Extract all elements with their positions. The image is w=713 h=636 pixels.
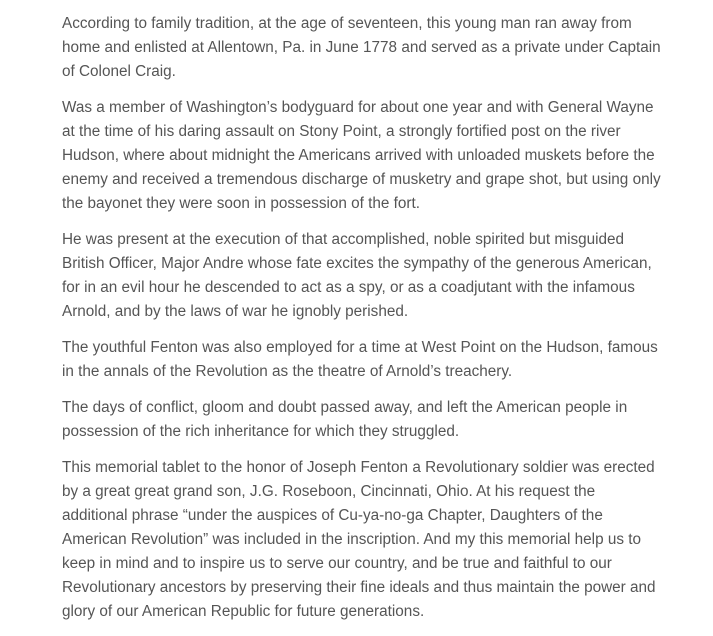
paragraph-stony-point: Was a member of Washington’s bodyguard for about one year and with General Wayne at the time of his daring assault on Stony Point, a strongly fortified post on the river Hudson, where about midnight the Americans arrived with unloaded muskets before the enemy and received a tremendous discharge of musketry and grape shot, but using only the bayonet they were soon in possession of the fort. bbox=[62, 99, 661, 212]
paragraph-days-of-conflict: The days of conflict, gloom and doubt passed away, and left the American people in possession of the rich inheritance for which they struggled. bbox=[62, 399, 628, 440]
paragraph-major-andre: He was present at the execution of that accomplished, noble spirited but misguided British Officer, Major Andre whose fate excites the sympathy of the generous American, for in an evil hour he descended to act as a spy, or as a coadjutant with the infamous Arnold, and by the laws of war he ignobly perished. bbox=[62, 231, 652, 320]
paragraph-memorial-tablet: This memorial tablet to the honor of Joseph Fenton a Revolutionary soldier was erected by a great great grand son, J.G. Roseboon, Cincinnati, Ohio. At his request the additional phrase “under the auspices of Cu-ya-no-ga Chapter, Daughters of the American Revolution” was included in the inscription. And my this memorial help us to keep in mind and to inspire us to serve our country, and be true and faithful to our Revolutionary ancestors by preserving their fine ideals and thus maintain the power and glory of our American Republic for future generations. bbox=[62, 459, 656, 620]
article-body bbox=[62, 12, 662, 636]
paragraph-enlistment: According to family tradition, at the age of seventeen, this young man ran away from home and enlisted at Allentown, Pa. in June 1778 and served as a private under Captain of Colonel Craig. bbox=[62, 15, 661, 80]
paragraph-west-point: The youthful Fenton was also employed for a time at West Point on the Hudson, famous in the annals of the Revolution as the theatre of Arnold’s treachery. bbox=[62, 339, 658, 380]
